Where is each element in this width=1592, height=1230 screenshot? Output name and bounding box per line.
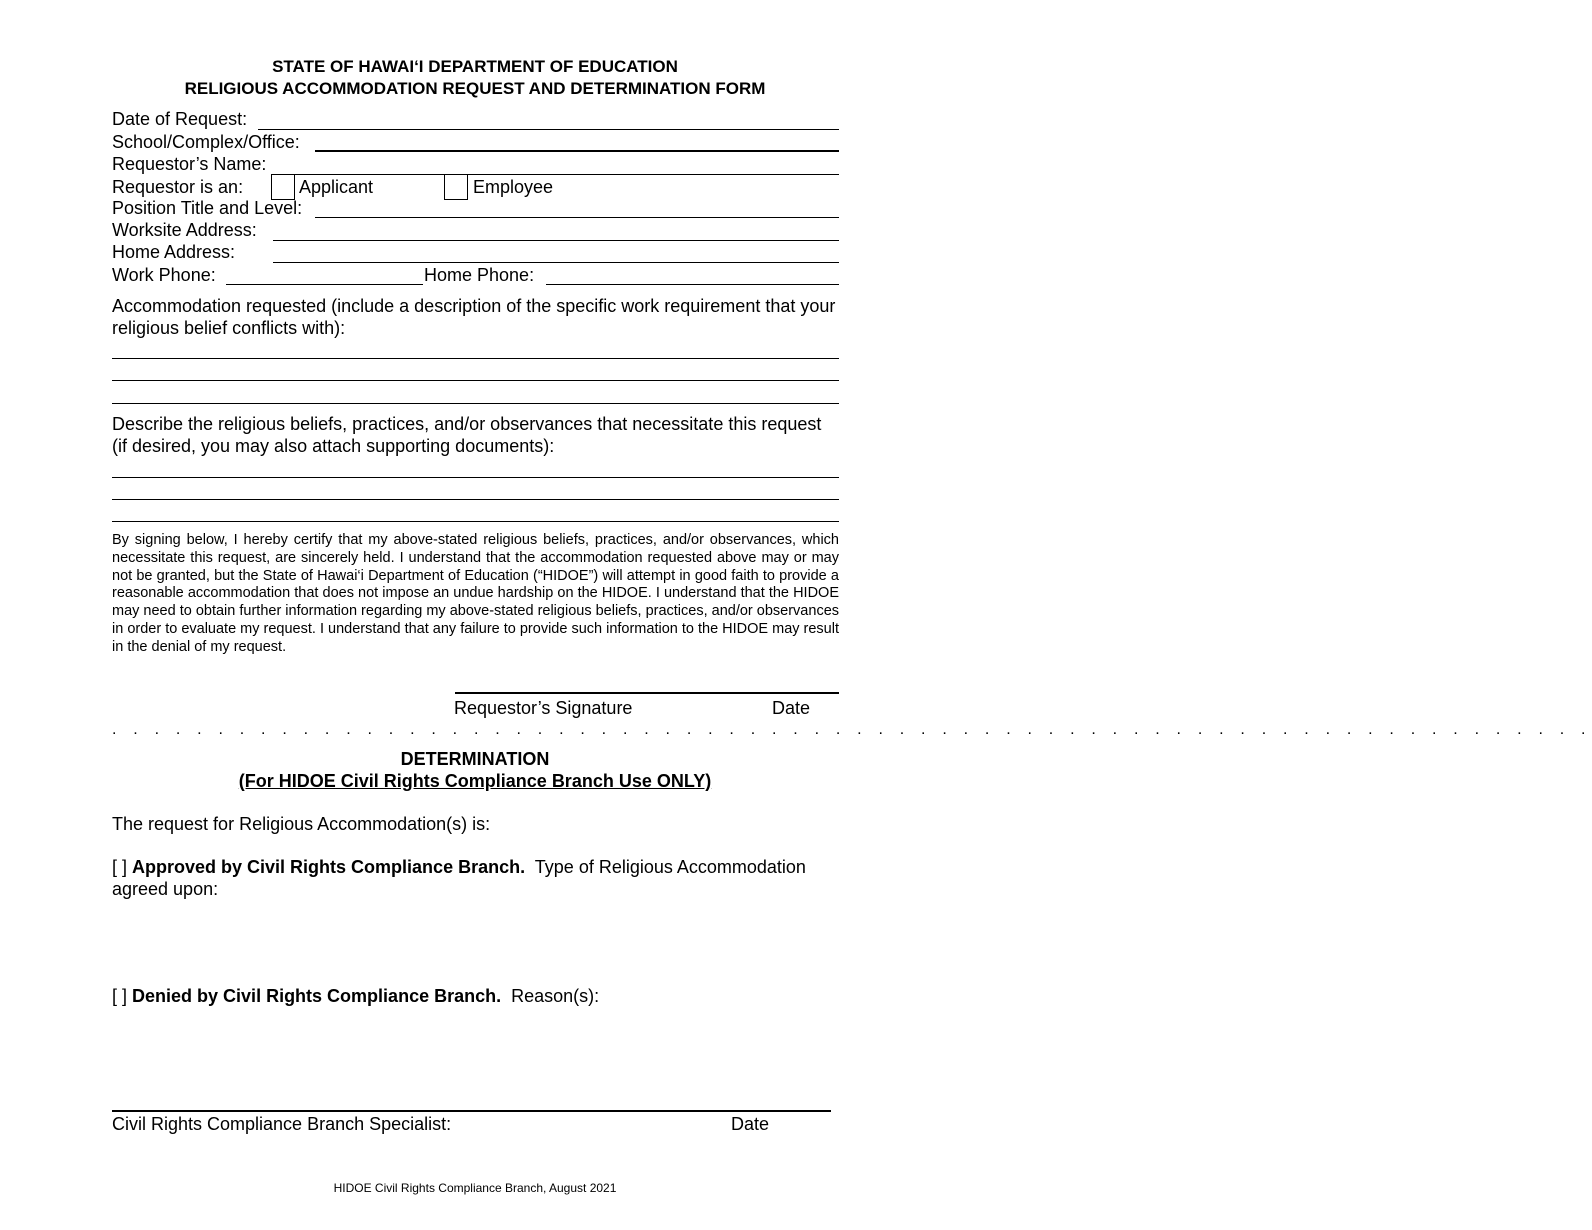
home-address-label: Home Address: bbox=[112, 242, 236, 262]
applicant-label: Applicant bbox=[299, 177, 374, 197]
form-agency-title: STATE OF HAWAI‘I DEPARTMENT OF EDUCATION bbox=[272, 57, 678, 76]
specialist-date-label: Date bbox=[731, 1114, 770, 1134]
work-phone-field[interactable] bbox=[226, 284, 423, 285]
beliefs-line[interactable] bbox=[112, 521, 839, 522]
approved-description: Type of Religious Accommodation agreed upon: bbox=[112, 857, 806, 899]
accommodation-line[interactable] bbox=[112, 380, 839, 381]
accommodation-line[interactable] bbox=[112, 403, 839, 404]
worksite-field[interactable] bbox=[273, 240, 839, 241]
form-title: RELIGIOUS ACCOMMODATION REQUEST AND DETERMINATION FORM bbox=[184, 79, 766, 98]
position-field[interactable] bbox=[315, 217, 839, 218]
approved-label: Approved by Civil Rights Compliance Branch. bbox=[132, 857, 526, 877]
date-of-request-label: Date of Request: bbox=[112, 109, 248, 129]
home-phone-field[interactable] bbox=[546, 284, 839, 285]
accommodation-line[interactable] bbox=[112, 358, 839, 359]
school-label: School/Complex/Office: bbox=[112, 132, 300, 152]
approved-option bbox=[112, 856, 839, 900]
home-address-field[interactable] bbox=[273, 262, 839, 263]
determination-subtitle: (For HIDOE Civil Rights Compliance Branch Use ONLY) bbox=[238, 771, 712, 791]
determination-title: DETERMINATION bbox=[400, 749, 550, 769]
approved-checkbox[interactable]: [ ] bbox=[112, 857, 128, 877]
beliefs-line[interactable] bbox=[112, 477, 839, 478]
employee-checkbox[interactable] bbox=[444, 174, 468, 200]
specialist-signature-line[interactable] bbox=[112, 1110, 831, 1112]
home-phone-label: Home Phone: bbox=[424, 265, 535, 285]
dotted-separator: . . . . . . . . . . . . . . . . . . . . . . . . . . . . . . . . . . . . . . . . . . . . . . . . . . . . . . . . . . . . . . . . . . . . . . bbox=[112, 721, 1592, 738]
work-phone-label: Work Phone: bbox=[112, 265, 216, 285]
denied-reasons: Reason(s): bbox=[511, 986, 600, 1006]
beliefs-line[interactable] bbox=[112, 499, 839, 500]
requestor-name-field[interactable] bbox=[272, 174, 839, 175]
signature-line[interactable] bbox=[455, 692, 839, 694]
denied-option bbox=[112, 985, 839, 1007]
date-of-request-field[interactable] bbox=[258, 129, 839, 130]
denied-label: Denied by Civil Rights Compliance Branch. bbox=[132, 986, 502, 1006]
footer: HIDOE Civil Rights Compliance Branch, August 2021 bbox=[333, 1181, 617, 1195]
worksite-label: Worksite Address: bbox=[112, 220, 257, 240]
certification-text: By signing below, I hereby certify that my above-stated religious beliefs, practices, and/or observances, which necessitate this request, are sincerely held. I understand that the accommodation requested above may or may not be granted, but the State of Hawai‘i Department of Education (“HIDOE”) will attempt in good faith to provide a reasonable accommodation that does not impose an undue hardship on the HIDOE. I understand that the HIDOE may need to obtain further information regarding my above-stated religious beliefs, practices, and/or observances in order to evaluate my request. I understand that any failure to provide such information to the HIDOE may result in the denial of my request. bbox=[112, 532, 840, 655]
specialist-label: Civil Rights Compliance Branch Specialist: bbox=[112, 1114, 452, 1134]
position-label: Position Title and Level: bbox=[112, 198, 303, 218]
accommodation-prompt: Accommodation requested (include a description of the specific work requirement that your religious belief conflicts with): bbox=[112, 296, 836, 338]
determination-intro: The request for Religious Accommodation(s) is: bbox=[112, 814, 491, 834]
requestor-name-label: Requestor’s Name: bbox=[112, 154, 267, 174]
employee-label: Employee bbox=[473, 177, 554, 197]
denied-checkbox[interactable]: [ ] bbox=[112, 986, 128, 1006]
requestor-type-label: Requestor is an: bbox=[112, 177, 244, 197]
beliefs-prompt: Describe the religious beliefs, practices, and/or observances that necessitate this request (if desired, you may also attach supporting documents): bbox=[112, 414, 822, 456]
school-field[interactable] bbox=[315, 150, 839, 152]
signature-date-label: Date bbox=[772, 698, 811, 718]
signature-label: Requestor’s Signature bbox=[454, 698, 633, 718]
